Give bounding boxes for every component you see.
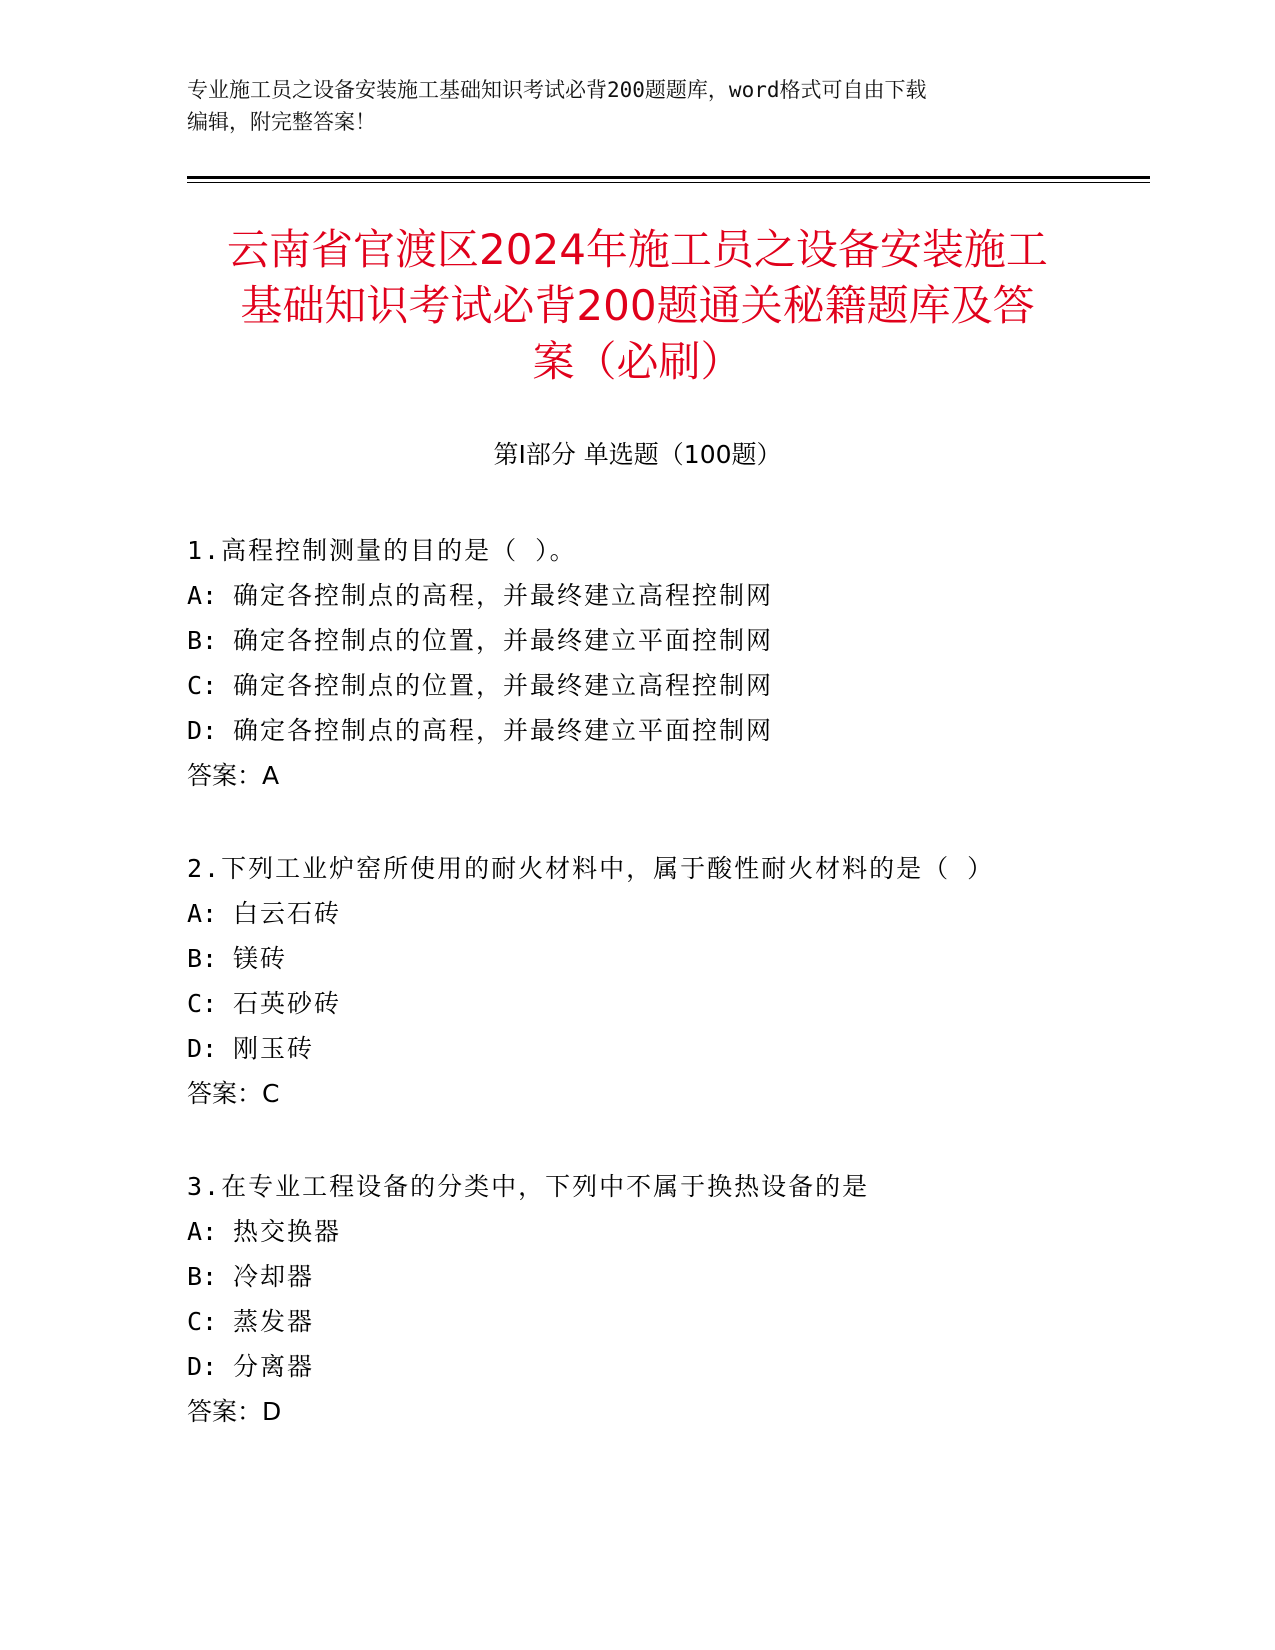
option-key: B: — [187, 626, 218, 655]
header-note — [187, 74, 1087, 138]
question-answer: 答案：D — [187, 1397, 282, 1426]
option-text: 确定各控制点的高程，并最终建立平面控制网 — [233, 716, 774, 745]
option-key: A: — [187, 899, 218, 928]
option-b — [187, 618, 1137, 663]
option-c — [187, 981, 1137, 1026]
document-title-line-1: 云南省官渡区2024年施工员之设备安装施工 — [227, 225, 1048, 274]
option-text: 石英砂砖 — [233, 989, 342, 1018]
option-b — [187, 936, 1137, 981]
option-text: 冷却器 — [233, 1262, 315, 1291]
option-key: D: — [187, 1352, 218, 1381]
option-a — [187, 891, 1137, 936]
option-text: 镁砖 — [233, 944, 288, 973]
header-rule-thin — [187, 182, 1150, 183]
document-title-line-3: 案（必刷） — [532, 337, 743, 386]
document-title-line-2: 基础知识考试必背200题通关秘籍题库及答 — [240, 281, 1035, 330]
question-1 — [187, 528, 1137, 798]
option-text: 热交换器 — [233, 1217, 342, 1246]
option-key: D: — [187, 1034, 218, 1063]
option-text: 确定各控制点的位置，并最终建立平面控制网 — [233, 626, 774, 655]
question-3 — [187, 1164, 1137, 1434]
option-key: B: — [187, 944, 218, 973]
header-rule-thick — [187, 176, 1150, 179]
option-d — [187, 1344, 1137, 1389]
option-key: A: — [187, 1217, 218, 1246]
document-title — [150, 222, 1125, 390]
option-text: 确定各控制点的高程，并最终建立高程控制网 — [233, 581, 774, 610]
question-stem: 1.高程控制测量的目的是（ ）。 — [187, 536, 577, 565]
question-2 — [187, 846, 1137, 1116]
option-text: 蒸发器 — [233, 1307, 315, 1336]
option-key: C: — [187, 671, 218, 700]
question-list — [187, 528, 1137, 1482]
question-stem: 2.下列工业炉窑所使用的耐火材料中，属于酸性耐火材料的是（ ） — [187, 854, 995, 883]
option-a — [187, 1209, 1137, 1254]
option-a — [187, 573, 1137, 618]
option-key: C: — [187, 989, 218, 1018]
option-text: 分离器 — [233, 1352, 315, 1381]
question-stem: 3.在专业工程设备的分类中，下列中不属于换热设备的是 — [187, 1172, 870, 1201]
option-key: D: — [187, 716, 218, 745]
option-key: A: — [187, 581, 218, 610]
option-c — [187, 663, 1137, 708]
option-c — [187, 1299, 1137, 1344]
option-d — [187, 1026, 1137, 1071]
question-answer: 答案：A — [187, 761, 280, 790]
option-text: 白云石砖 — [233, 899, 342, 928]
header-note-line-1: 专业施工员之设备安装施工基础知识考试必背200题题库，word格式可自由下载 — [187, 78, 927, 102]
question-answer: 答案：C — [187, 1079, 280, 1108]
option-d — [187, 708, 1137, 753]
section-title: 第Ⅰ部分 单选题（100题） — [493, 440, 782, 469]
header-note-line-2: 编辑，附完整答案！ — [187, 110, 376, 134]
option-b — [187, 1254, 1137, 1299]
option-key: B: — [187, 1262, 218, 1291]
option-text: 确定各控制点的位置，并最终建立高程控制网 — [233, 671, 774, 700]
option-key: C: — [187, 1307, 218, 1336]
option-text: 刚玉砖 — [233, 1034, 315, 1063]
